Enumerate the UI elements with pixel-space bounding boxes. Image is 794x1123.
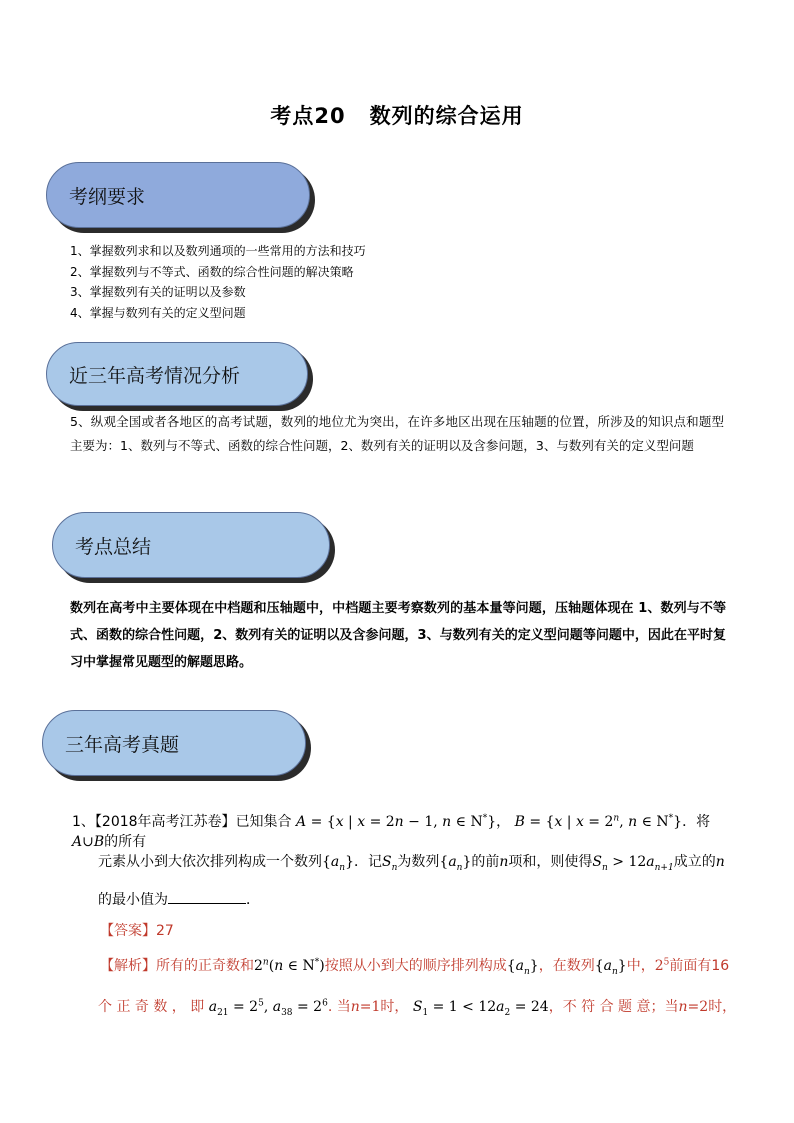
solution-text: 按照从小到大的顺序排列构成 (324, 958, 507, 974)
problem-line-3 (98, 889, 260, 909)
problem-line-2 (98, 851, 738, 873)
problem-text: 为数列 (397, 854, 440, 870)
formula: 2 (654, 958, 664, 974)
formula: } (673, 814, 683, 830)
problem-text: 成立的 (673, 854, 716, 870)
formula: B (93, 834, 105, 850)
formula: n (613, 813, 620, 824)
formula: . (327, 999, 337, 1015)
problem-text: 的前 (471, 854, 500, 870)
formula: x (335, 814, 344, 830)
formula: , (619, 814, 629, 830)
list-item: 1、掌握数列求和以及数列通项的一些常用的方法和技巧 (70, 244, 366, 258)
formula: a (603, 958, 612, 974)
title-text: 数列的综合运用 (369, 104, 524, 128)
formula: =1 (359, 999, 381, 1015)
solution-text: 个 正 奇 数 ， 即 (98, 999, 205, 1015)
problem-text: 项和，则使得 (508, 854, 593, 870)
formula: ， (496, 814, 515, 830)
problem-number: 1、 (72, 814, 95, 830)
formula: { (594, 958, 604, 974)
answer-value: 27 (156, 923, 174, 939)
problem-text: 的所有 (104, 834, 147, 850)
formula: x (575, 814, 584, 830)
formula: S (412, 999, 423, 1015)
formula: } (487, 814, 497, 830)
formula: 21 (217, 1007, 229, 1018)
formula: n (456, 862, 463, 873)
solution-text: ，不 符 合 题 意；当 (548, 999, 679, 1015)
formula: 6 (322, 998, 328, 1009)
formula: } (345, 854, 354, 870)
formula: a (646, 854, 655, 870)
formula: x (554, 814, 563, 830)
formula: n (350, 999, 360, 1015)
section-header-exam-questions (42, 710, 306, 776)
formula: n (391, 862, 398, 873)
solution-text: 前面有16 (669, 958, 730, 974)
formula: n (678, 999, 688, 1015)
answer-line (100, 920, 174, 940)
formula: ∈ N (637, 814, 669, 830)
analysis-paragraph: 5、纵观全国或者各地区的高考试题，数列的地位尤为突出，在许多地区出现在压轴题的位置，所涉及的知识点和题型主要为：1、数列与不等式、函数的综合性问题，2、数列有关的证明以及含参问题，3、与数列有关的定义型问题 (70, 414, 724, 453)
formula: = { (524, 814, 555, 830)
formula: | (343, 814, 358, 830)
solution-text: 所有的正奇数和 (156, 958, 254, 974)
formula: { (322, 854, 331, 870)
formula: n (274, 958, 284, 974)
requirements-list (70, 241, 720, 323)
formula: a (330, 854, 340, 870)
formula: A (296, 814, 307, 830)
formula: > 12 (607, 854, 647, 870)
formula: } (617, 958, 627, 974)
formula: = 2 (228, 999, 259, 1015)
section-header-label: 近三年高考情况分析 (69, 364, 241, 387)
list-item: 3、掌握数列有关的证明以及参数 (70, 285, 246, 299)
formula: 5 (258, 998, 264, 1009)
problem-source: 【2018年高考江苏卷】 (94, 814, 236, 830)
formula: S (592, 854, 603, 870)
formula: a (515, 958, 524, 974)
section-header-analysis (46, 342, 308, 406)
problem-text: ． (246, 892, 260, 908)
solution-text: 当 (336, 999, 351, 1015)
formula: n (523, 966, 530, 977)
formula: = { (306, 814, 336, 830)
formula: | (562, 814, 576, 830)
formula: n (628, 814, 638, 830)
formula: n (602, 862, 608, 873)
formula: 2 (504, 1007, 511, 1018)
problem-text: ．记 (354, 854, 382, 870)
formula: { (439, 854, 449, 870)
formula: B (514, 814, 525, 830)
formula: n+1 (654, 862, 674, 873)
formula: S (382, 854, 392, 870)
formula: * (314, 957, 320, 968)
formula: = 2 (365, 814, 395, 830)
formula: ∈ N (283, 958, 315, 974)
formula: − 1, (403, 814, 443, 830)
formula: =2 (687, 999, 709, 1015)
formula: } (529, 958, 539, 974)
formula: A (72, 834, 83, 850)
formula: ∈ N (451, 814, 483, 830)
formula: 1 (422, 1007, 429, 1018)
formula: 38 (281, 1007, 293, 1018)
answer-label: 【答案】 (100, 923, 156, 939)
formula: n (611, 966, 618, 977)
formula: = 2 (292, 999, 323, 1015)
formula: x (357, 814, 366, 830)
solution-text: 中， (626, 958, 655, 974)
solution-text: 时， (380, 999, 409, 1015)
solution-line-2 (98, 996, 738, 1018)
formula: 2 (254, 958, 263, 974)
section-header-label: 考纲要求 (69, 185, 146, 208)
list-item: 2、掌握数列与不等式、函数的综合性问题的解决策略 (70, 264, 354, 279)
solution-line-1 (100, 955, 740, 977)
section-header-label: 考点总结 (75, 535, 152, 558)
analysis-label: 【解析】 (100, 958, 156, 974)
list-item: 4、掌握与数列有关的定义型问题 (70, 305, 246, 320)
problem-text: ．将 (682, 814, 711, 830)
formula: a (448, 854, 457, 870)
section-header-summary (52, 512, 330, 578)
answer-blank (168, 889, 246, 904)
solution-text: ，在数列 (538, 958, 595, 974)
formula: 5 (663, 957, 670, 968)
formula: = 1 < 12 (428, 999, 497, 1015)
formula: * (482, 813, 488, 824)
formula: n (262, 957, 269, 968)
formula: n (499, 854, 509, 870)
solution-text: 时， (708, 999, 737, 1015)
formula: ∪ (82, 834, 94, 850)
page-title (0, 100, 794, 130)
formula: n (394, 814, 404, 830)
formula: a (208, 999, 218, 1015)
title-number: 考点20 (270, 104, 346, 128)
formula: = 24 (510, 999, 549, 1015)
problem-text: 元素从小到大依次排列构成一个数列 (98, 854, 322, 870)
section-header-syllabus (46, 162, 310, 228)
formula: } (462, 854, 472, 870)
problem-line-1 (72, 811, 732, 851)
formula: n (339, 862, 346, 873)
problem-text: 的最小值为 (98, 892, 168, 908)
formula: = 2 (583, 814, 614, 830)
section-header-label: 三年高考真题 (65, 733, 180, 756)
formula: n (715, 854, 725, 870)
formula: ( (268, 958, 275, 974)
summary-paragraph: 数列在高考中主要体现在中档题和压轴题中，中档题主要考察数列的基本量等问题，压轴题体现在 1、数列与不等式、函数的综合性问题，2、数列有关的证明以及含参问题，3、与数列有关的定义型问题等问题中，因此在平时复习中掌握常见题型的解题思路。 (70, 601, 726, 670)
formula: a (272, 999, 282, 1015)
problem-text: 已知集合 (235, 814, 292, 830)
formula: a (496, 999, 505, 1015)
formula: n (442, 814, 452, 830)
formula: ) (319, 958, 325, 974)
formula: * (668, 813, 674, 824)
formula: { (506, 958, 516, 974)
formula: , (263, 999, 273, 1015)
